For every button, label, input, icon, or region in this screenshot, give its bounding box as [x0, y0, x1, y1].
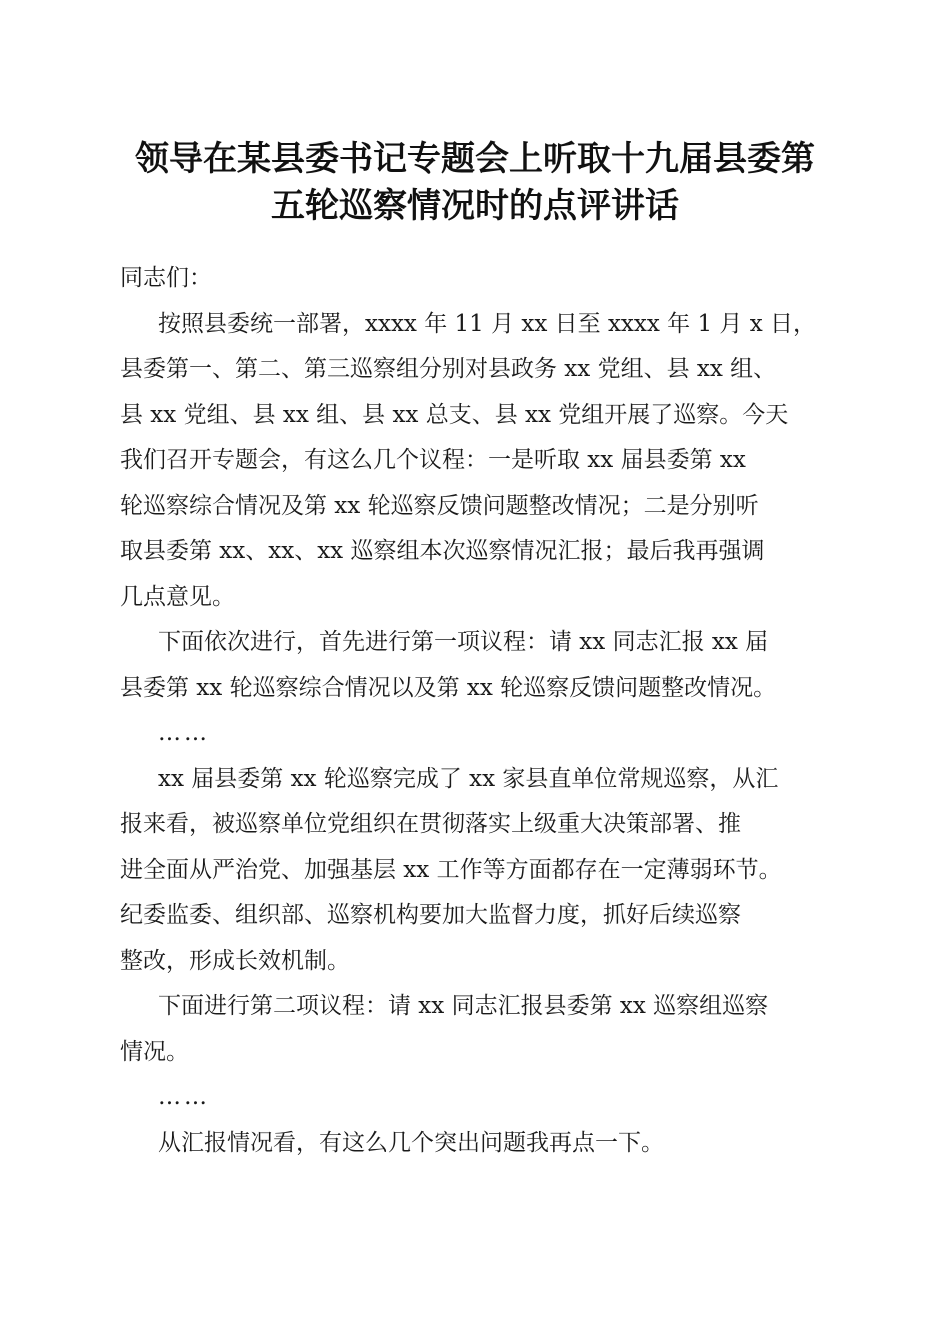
paragraph-intro — [120, 302, 840, 621]
ellipsis-line: …… — [158, 1084, 210, 1110]
text-line: 下面进行第二项议程：请 xx 同志汇报县委第 xx 巡察组巡察 — [158, 993, 769, 1019]
text-line: 县 xx 党组、县 xx 组、县 xx 总支、县 xx 党组开展了巡察。今天 — [120, 401, 789, 428]
text-line: 进全面从严治党、加强基层 xx 工作等方面都存在一定薄弱环节。 — [120, 856, 782, 883]
paragraph-agenda-two — [120, 984, 840, 1075]
text-line: 轮巡察综合情况及第 xx 轮巡察反馈问题整改情况；二是分别听 — [120, 492, 759, 519]
salutation — [120, 256, 840, 302]
text-line: 取县委第 xx、xx、xx 巡察组本次巡察情况汇报；最后我再强调 — [120, 538, 765, 564]
text-line: 我们召开专题会，有这么几个议程：一是听取 xx 届县委第 xx — [120, 447, 746, 473]
title-line: 领导在某县委书记专题会上听取十九届县委第 — [135, 139, 815, 179]
text-line: 按照县委统一部署，xxxx 年 11 月 xx 日至 xxxx 年 1 月 x 日， — [158, 310, 817, 337]
text-line: 县委第一、第二、第三巡察组分别对县政务 xx 党组、县 xx 组、 — [120, 356, 777, 382]
document-title — [100, 136, 850, 230]
text-line: 整改，形成长效机制。 — [120, 947, 350, 974]
paragraph-ellipsis — [120, 711, 840, 757]
document-body — [120, 256, 840, 1166]
paragraph-ellipsis — [120, 1075, 840, 1121]
paragraph-agenda-one — [120, 620, 840, 711]
ellipsis-line: …… — [158, 720, 210, 746]
text-line: 县委第 xx 轮巡察综合情况以及第 xx 轮巡察反馈问题整改情况。 — [120, 674, 777, 701]
text-line: 同志们： — [120, 265, 212, 291]
text-line: 报来看，被巡察单位党组织在贯彻落实上级重大决策部署、推 — [120, 811, 741, 837]
paragraph-comment-one — [120, 757, 840, 985]
text-line: 纪委监委、组织部、巡察机构要加大监督力度，抓好后续巡察 — [120, 902, 741, 928]
text-line: 下面依次进行，首先进行第一项议程：请 xx 同志汇报 xx 届 — [158, 629, 769, 655]
title-line: 五轮巡察情况时的点评讲话 — [271, 186, 679, 226]
paragraph-closing — [120, 1121, 840, 1167]
text-line: 几点意见。 — [120, 583, 235, 610]
text-line: 情况。 — [120, 1038, 189, 1065]
text-line: 从汇报情况看，有这么几个突出问题我再点一下。 — [158, 1129, 664, 1156]
text-line: xx 届县委第 xx 轮巡察完成了 xx 家县直单位常规巡察，从汇 — [158, 765, 779, 792]
